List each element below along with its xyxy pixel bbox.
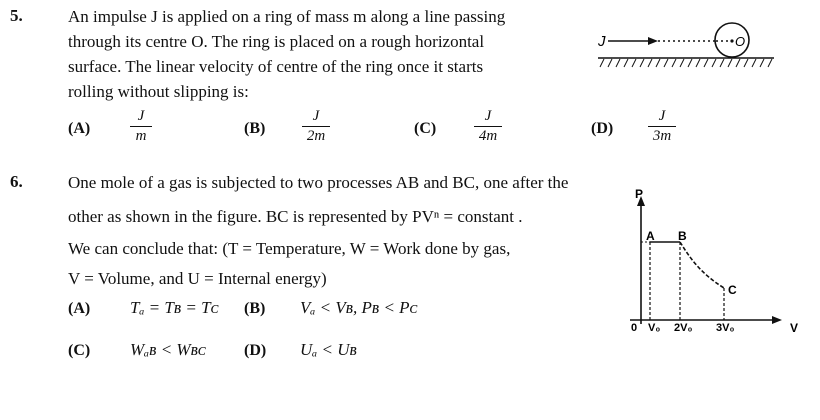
process-bc <box>680 242 724 288</box>
q6-option-a-label: (A) <box>68 300 91 317</box>
q5-option-b-label: (B) <box>244 120 266 137</box>
q6-number: 6. <box>10 172 23 191</box>
centre-label: O <box>735 34 746 49</box>
tick-v0: V₀ <box>648 322 661 334</box>
q6-option-a-text: Tₐ = Tʙ = Tᴄ <box>130 298 219 317</box>
origin-label: 0 <box>631 322 638 334</box>
q5-number: 5. <box>10 6 23 25</box>
tick-2v0: 2V₀ <box>674 322 693 334</box>
q5-option-d-fraction: J 3m <box>648 108 676 145</box>
q6-line-2: other as shown in the figure. BC is represented by PVⁿ = constant . <box>68 207 523 226</box>
q5-option-c-fraction: J 4m <box>474 108 502 145</box>
point-c-label: C <box>728 283 737 297</box>
q5-option-b-fraction: J 2m <box>302 108 330 145</box>
point-a-label: A <box>646 229 655 243</box>
q6-option-d-label: (D) <box>244 342 267 359</box>
q6-option-b-text: Vₐ < Vʙ, Pʙ < Pᴄ <box>300 298 418 317</box>
q6-option-b-label: (B) <box>244 300 266 317</box>
q6-line-4: V = Volume, and U = Internal energy) <box>68 269 327 288</box>
q5-line-2: through its centre O. The ring is placed on a rough horizontal <box>68 32 485 51</box>
q6-line-3: We can conclude that: (T = Temperature, W = Work done by gas, <box>68 239 511 258</box>
q5-option-c-label: (C) <box>414 120 437 137</box>
q6-pv-graph <box>612 188 812 340</box>
q5-option-a-fraction: J m <box>130 108 152 145</box>
q5-line-1: An impulse J is applied on a ring of mass m along a line passing <box>68 7 506 26</box>
q5-line-4: rolling without slipping is: <box>68 82 249 101</box>
tick-3v0: 3V₀ <box>716 322 735 334</box>
q5-option-d-label: (D) <box>591 120 614 137</box>
q5-option-a-label: (A) <box>68 120 91 137</box>
q5-line-3: surface. The linear velocity of centre of the ring once it starts <box>68 57 484 76</box>
v-axis-label: V <box>790 321 799 335</box>
q6-option-c-text: Wₐʙ < Wʙᴄ <box>130 340 206 359</box>
q6-line-1: One mole of a gas is subjected to two processes AB and BC, one after the <box>68 173 569 192</box>
v-axis-arrow-icon <box>772 316 782 324</box>
impulse-arrowhead-icon <box>648 37 658 45</box>
p-axis-label: P <box>635 188 644 201</box>
q5-ring-figure <box>592 20 782 82</box>
point-b-label: B <box>678 229 687 243</box>
impulse-label: J <box>598 33 606 50</box>
q6-option-c-label: (C) <box>68 342 91 359</box>
q6-option-d-text: Uₐ < Uʙ <box>300 340 357 359</box>
